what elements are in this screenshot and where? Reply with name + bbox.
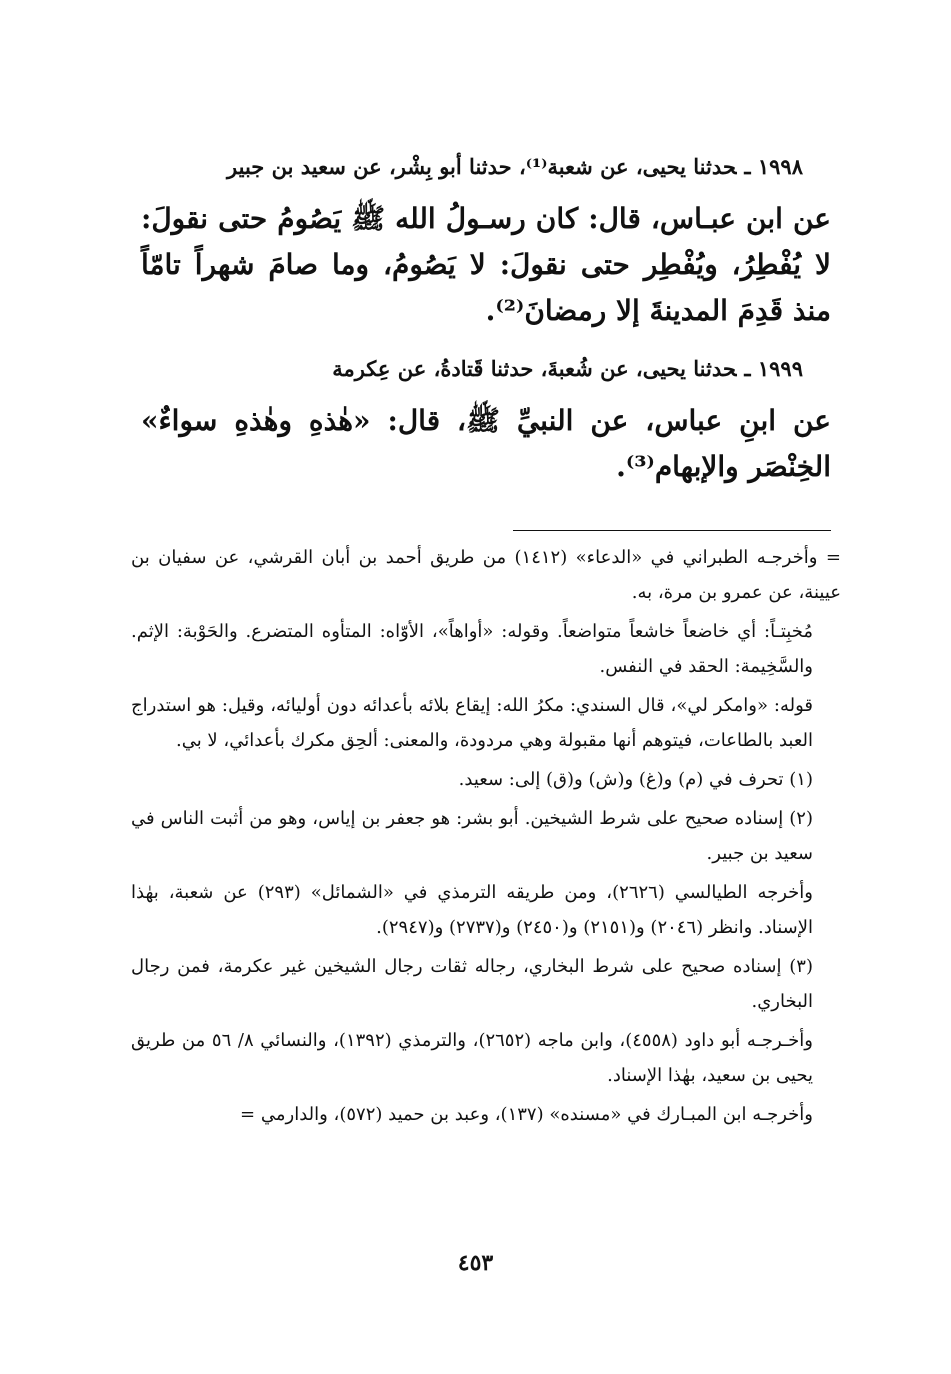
footnote-1: (١) تحرف في (م) و(غ) و(ش) و(ق) إلى: سعيد. <box>458 769 813 790</box>
footnote-2: (٢) إسناده صحيح على شرط الشيخين. أبو بشر: هو جعفر بن إياس، وهو من أثبت الناس في سعيد بن جبير. <box>131 808 813 864</box>
hadith-1999-matn: عن ابنِ عباس، عن النبيِّ ﷺ، قال: «هٰذهِ وهٰذهِ سواءٌ» الخِنْصَر والإبهام⁽³⁾. <box>141 404 831 483</box>
footnote-3: (٣) إسناده صحيح على شرط البخاري، رجاله ثقات رجال الشيخين غير عكرمة، فمن رجال البخاري. <box>131 956 813 1012</box>
footnotes <box>131 540 841 1136</box>
page-number: ٤٥٣ <box>457 1250 494 1276</box>
hadith-1998-isnad <box>141 150 831 184</box>
hadith-1999-isnad-text: حدثنا يحيى، عن شُعبةَ، حدثنا قَتادةُ، عن عِكرمة <box>332 356 737 381</box>
hadith-1998-number: ١٩٩٨ ـ <box>744 154 803 179</box>
hadith-1998-matn: عن ابن عبـاس، قال: كان رسـولُ الله ﷺ يَصُومُ حتى نقولَ: لا يُفْطِرُ، ويُفْطِر حتى نقولَ: لا يَصُومُ، وما صامَ شهراً تامّاً منذ قَدِمَ المدينةَ إلا رمضانَ⁽²⁾. <box>141 202 831 327</box>
footnote-separator <box>513 530 831 531</box>
hadith-1999-isnad <box>141 352 831 386</box>
footnote-2-takhrij: وأخرجه الطيالسي (٢٦٢٦)، ومن طريقه الترمذي في «الشمائل» (٢٩٣) عن شعبة، بهٰذا الإسناد. وانظر (٢٠٤٦) و(٢١٥١) و(٢٤٥٠) و(٢٧٣٧) و(٢٩٤٧). <box>131 882 814 938</box>
main-text <box>141 150 831 508</box>
hadith-1999-number: ١٩٩٩ ـ <box>744 356 803 381</box>
footnote-makr: قوله: «وامكر لي»، قال السندي: مكرُ الله: إيقاع بلائه بأعدائه دون أوليائه، وقيل: هو استدراج العبد بالطاعات، فيتوهم أنها مقبولة وهي مردودة، والمعنى: ألحِق مكرك بأعدائي، لا بي. <box>131 695 813 751</box>
hadith-1998-isnad-text: حدثنا يحيى، عن شعبة⁽¹⁾، حدثنا أبو بِشْر، عن سعيد بن جبير <box>227 154 737 179</box>
footnote-3-takhrij-cont: وأخرجـه ابن المبـارك في «مسنده» (١٣٧)، وعبد بن حميد (٥٧٢)، والدارمي = <box>240 1104 813 1125</box>
footnote-continuation: = وأخرجـه الطبراني في «الدعاء» (١٤١٢) من طريق أحمد بن أبان القرشي، عن سفيان بن عيينة، عن عمرو بن مرة، به. <box>131 547 841 603</box>
footnote-glossary: مُخبِتـاً: أي خاضعاً خاشعاً متواضعاً. وقوله: «أواهاً»، الأوّاه: المتأوه المتضرع. والحَوْبة: الإثم. والسَّخِيمة: الحقد في النفس. <box>131 621 813 677</box>
footnote-3-takhrij: وأخـرجـه أبو داود (٤٥٥٨)، وابن ماجه (٢٦٥٢)، والترمذي (١٣٩٢)، والنسائي ٨/ ٥٦ من طريق يحيى بن سعيد، بهٰذا الإسناد. <box>131 1030 813 1086</box>
